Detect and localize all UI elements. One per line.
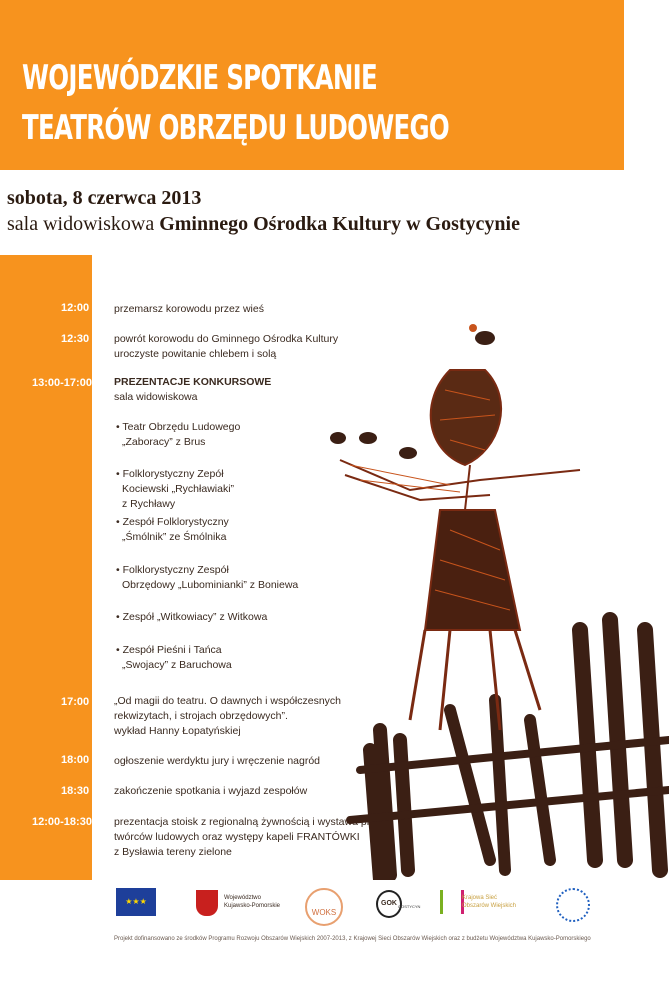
region-coat-of-arms-icon [196, 890, 218, 916]
schedule-entry: ogłoszenie werdyktu jury i wręczenie nagród [114, 755, 321, 767]
schedule-entry: przemarsz korowodu przez wieś [114, 303, 264, 315]
schedule-entry: PREZENTACJE KONKURSOWE sala widowiskowa [114, 376, 272, 403]
schedule-entry: prezentacja stoisk z regionalną żywnością i wystawa prac twórców ludowych oraz występy kapeli FRANTÓWKI z Bysławia tereny zielone [114, 816, 382, 858]
funding-footnote: Projekt dofinansowano ze środków Programu Rozwoju Obszarów Wiejskich 2007-2013, z Krajowej Sieci Obszarów Wiejskich oraz z budżetu Województwa Kujawsko-Pomorskiego [114, 936, 591, 942]
group-entry: • Teatr Obrzędu Ludowego „Zaboracy” z Brus [116, 421, 241, 448]
ksow-icon [440, 890, 464, 914]
gok-sub: GOSTYCYN [398, 904, 421, 909]
group-entry: • Zespół „Witkowiacy” z Witkowa [116, 611, 268, 623]
group-entry: • Zespół Folklorystyczny „Śmólnik” ze Śmólnika [116, 516, 229, 543]
gok-logo: GOK [376, 890, 402, 918]
title-banner [0, 0, 624, 170]
group-entry: • Folklorystyczny Zepół Kociewski „Rychławiaki” z Rychławy [116, 468, 235, 510]
woks-logo: WOKS [305, 888, 343, 926]
schedule-time: 12:30 [61, 333, 90, 345]
title-line-2: TEATRÓW OBRZĘDU LUDOWEGO [22, 108, 449, 148]
event-date: sobota, 8 czerwca 2013 [7, 187, 202, 209]
schedule-time: 12:00-18:30 [32, 816, 92, 828]
group-entry: • Zespół Pieśni i Tańca „Swojacy” z Baruchowa [116, 644, 232, 671]
scarecrow-illustration [250, 300, 669, 880]
leader-logo-icon [556, 888, 590, 922]
schedule-entry: powrót korowodu do Gminnego Ośrodka Kultury uroczyste powitanie chlebem i solą [114, 333, 339, 360]
schedule-time: 13:00-17:00 [32, 377, 92, 389]
sponsor-logos [0, 880, 669, 940]
schedule-time: 18:30 [61, 785, 90, 797]
schedule-time: 18:00 [61, 754, 90, 766]
ksow-logo-text: Krajowa Sieć Obszarów Wiejskich [462, 895, 517, 909]
event-venue: sala widowiskowa Gminnego Ośrodka Kultury w Gostycynie [7, 213, 520, 235]
title-line-1: WOJEWÓDZKIE SPOTKANIE [22, 58, 378, 98]
schedule-entry: „Od magii do teatru. O dawnych i współczesnych rekwizytach, i strojach obrzędowych”. wykład Hanny Łopatyńskiej [114, 695, 342, 737]
eu-flag-icon: ★★★ [116, 888, 156, 916]
schedule-entry: zakończenie spotkania i wyjazd zespołów [114, 785, 308, 797]
group-entry: • Folklorystyczny Zespół Obrzędowy „Lubominianki” z Boniewa [116, 564, 299, 591]
event-info [7, 185, 520, 237]
region-logo-text: Województwo Kujawsko-Pomorskie [224, 895, 281, 909]
schedule-time: 12:00 [61, 302, 90, 314]
schedule-time: 17:00 [61, 696, 90, 708]
